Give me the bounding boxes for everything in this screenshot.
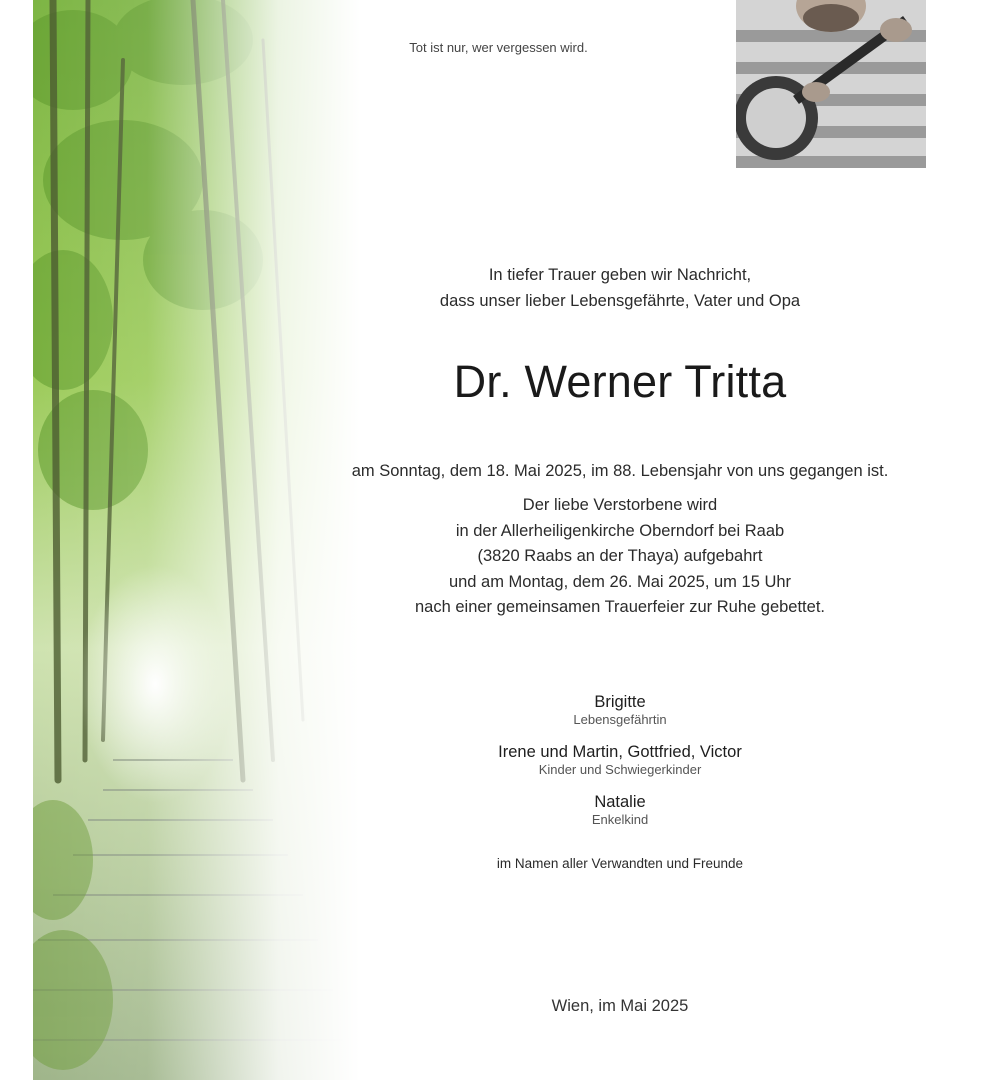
mourner-name: Irene und Martin, Gottfried, Victor (498, 743, 742, 761)
mourner-role: Kinder und Schwiegerkinder (538, 762, 702, 777)
on-behalf-line: im Namen aller Verwandten und Freunde (496, 856, 744, 871)
mourner-role: Lebensgefährtin (573, 712, 667, 727)
ceremony-line-1: Der liebe Verstorbene wird (522, 496, 718, 514)
mourner-name: Natalie (594, 793, 646, 811)
deceased-name: Dr. Werner Tritta (453, 356, 787, 407)
ceremony-line-3: (3820 Raabs an der Thaya) aufgebahrt (477, 547, 763, 565)
ceremony-line-5: nach einer gemeinsamen Trauerfeier zur Ruhe gebettet. (415, 598, 825, 616)
ceremony-text (300, 493, 940, 621)
death-date-line: am Sonntag, dem 18. Mai 2025, im 88. Lebensjahr von uns gegangen ist. (351, 462, 889, 480)
ceremony-line-4: und am Montag, dem 26. Mai 2025, um 15 Uhr (448, 572, 792, 591)
intro-line-2: dass unser lieber Lebensgefährte, Vater und Opa (439, 292, 801, 310)
mourner-name: Brigitte (594, 693, 646, 711)
intro-line-1: In tiefer Trauer geben wir Nachricht, (488, 266, 752, 284)
ceremony-line-2: in der Allerheiligenkirche Oberndorf bei Raab (455, 521, 785, 540)
intro-text (300, 262, 940, 314)
mourners-list (300, 692, 940, 842)
portrait-photo (736, 0, 926, 168)
quote: Tot ist nur, wer vergessen wird. (409, 40, 588, 55)
mourner-role: Enkelkind (591, 812, 649, 827)
place-date: Wien, im Mai 2025 (551, 997, 689, 1015)
